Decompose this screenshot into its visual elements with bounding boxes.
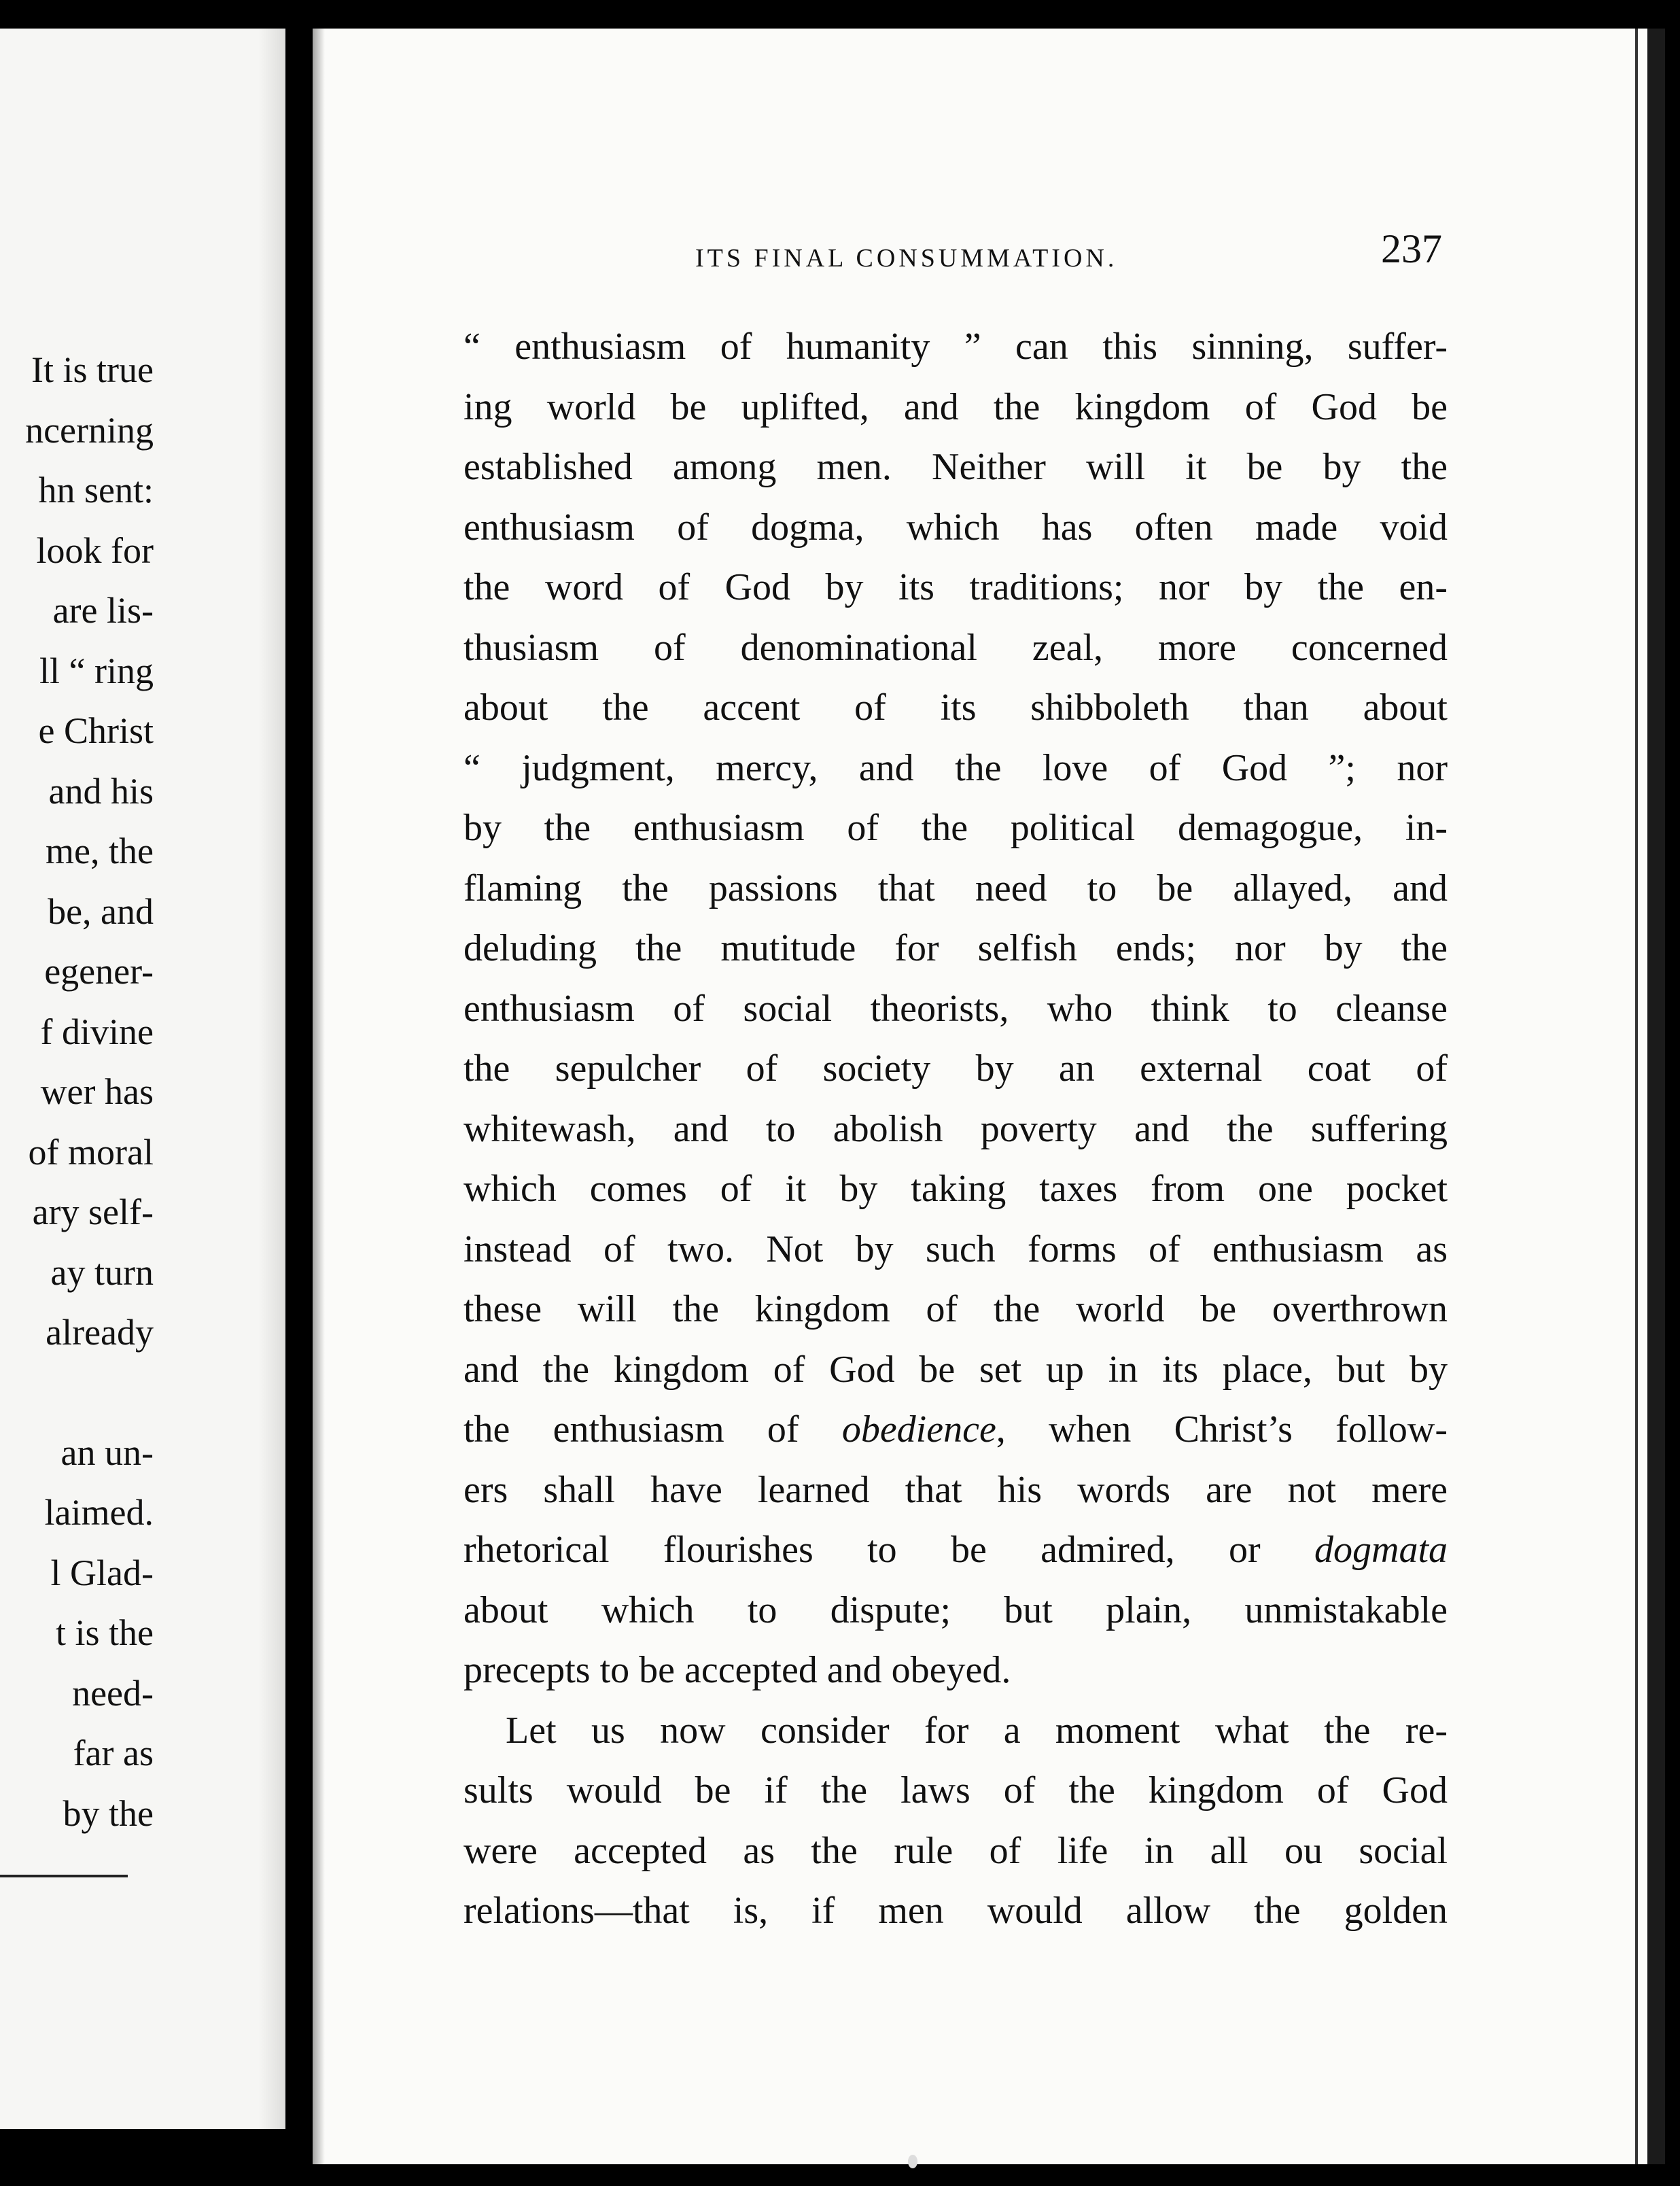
text-line: instead of two. Not by such forms of enthusiasm as: [463, 1228, 1448, 1270]
text-line: relations—that is, if men would allow the golden: [463, 1890, 1448, 1932]
text-line: whitewash, and to abolish poverty and the suffering: [463, 1107, 1448, 1150]
text-line: ers shall have learned that his words are not mere: [463, 1468, 1448, 1511]
left-line: t is the: [56, 1612, 154, 1653]
left-line: look for: [36, 530, 154, 571]
text-line: precepts to be accepted and obeyed.: [463, 1649, 1011, 1691]
body-text: [463, 317, 1448, 1941]
left-line: l Glad-: [50, 1552, 154, 1593]
text-line: [463, 1400, 1448, 1460]
left-line: egener-: [44, 951, 154, 992]
text-line: thusiasm of denominational zeal, more concerned: [463, 626, 1448, 669]
left-line: need-: [72, 1672, 154, 1714]
left-line: e Christ: [38, 710, 154, 751]
left-line: and his: [48, 770, 154, 812]
text-line: established among men. Neither will it be by the: [463, 446, 1448, 488]
text-line: “ enthusiasm of humanity ” can this sinning, suffer-: [463, 326, 1448, 368]
gutter-shadow: [313, 29, 325, 2164]
text-line: ing world be uplifted, and the kingdom of God be: [463, 385, 1448, 428]
left-line: wer has: [40, 1071, 154, 1112]
text-segment: , when Christ’s follow-: [996, 1408, 1448, 1451]
left-line: are lis-: [52, 590, 154, 631]
left-line: f divine: [40, 1011, 154, 1052]
gutter-shadow: [258, 29, 285, 2129]
left-line: ay turn: [50, 1251, 154, 1293]
text-line: [463, 1520, 1448, 1580]
running-head: [377, 218, 1442, 285]
text-line: enthusiasm of dogma, which has often made void: [463, 506, 1448, 549]
text-line: “ judgment, mercy, and the love of God ”; nor: [463, 746, 1448, 789]
text-line: were accepted as the rule of life in all ou social: [463, 1829, 1448, 1872]
left-line: be, and: [48, 890, 154, 932]
text-line: about which to dispute; but plain, unmistakable: [463, 1589, 1448, 1631]
page-edge-line: [1635, 29, 1638, 2164]
left-line: of moral: [28, 1131, 154, 1173]
text-line: these will the kingdom of the world be overthrown: [463, 1288, 1448, 1330]
text-segment: the enthusiasm of: [463, 1408, 842, 1451]
text-line: the sepulcher of society by an external coat of: [463, 1047, 1448, 1090]
text-line: about the accent of its shibboleth than about: [463, 687, 1448, 729]
left-line: ncerning: [25, 409, 154, 451]
text-line: flaming the passions that need to be allayed, and: [463, 867, 1448, 909]
italic-word-obedience: obedience: [841, 1408, 996, 1451]
italic-word-dogmata: dogmata: [1314, 1529, 1448, 1571]
footnote-rule: [0, 1875, 128, 1877]
left-line: ary self-: [32, 1192, 154, 1232]
text-line: deluding the mutitude for selfish ends; nor by the: [463, 927, 1448, 969]
text-line: and the kingdom of God be set up in its place, but by: [463, 1348, 1448, 1391]
scan-speck: [908, 2155, 917, 2168]
left-line: ll “ ring: [39, 650, 154, 691]
left-line: It is true: [31, 349, 154, 390]
text-line: by the enthusiasm of the political demagogue, in-: [463, 807, 1448, 849]
text-line: the word of God by its traditions; nor by the en-: [463, 566, 1448, 608]
left-line: an un-: [60, 1432, 154, 1473]
left-line: already: [46, 1312, 154, 1353]
page-edge: [1647, 29, 1665, 2164]
text-segment: rhetorical flourishes to be admired, or: [463, 1529, 1314, 1571]
left-page-text: [0, 340, 154, 1843]
left-paragraph-gap: [0, 1363, 154, 1423]
text-line: which comes of it by taking taxes from one pocket: [463, 1168, 1448, 1210]
left-line: laimed.: [44, 1492, 154, 1533]
left-line: me, the: [46, 831, 154, 871]
left-line: hn sent:: [38, 470, 154, 510]
running-title: ITS FINAL CONSUMMATION.: [695, 244, 1118, 273]
text-line: enthusiasm of social theorists, who think to cleanse: [463, 987, 1448, 1030]
left-line: far as: [73, 1733, 154, 1773]
left-line: by the: [63, 1792, 154, 1834]
left-facing-page: [0, 29, 285, 2129]
text-line: Let us now consider for a moment what the re-: [506, 1709, 1448, 1752]
page-number: 237: [1381, 226, 1442, 271]
text-line: sults would be if the laws of the kingdom of God: [463, 1769, 1448, 1811]
